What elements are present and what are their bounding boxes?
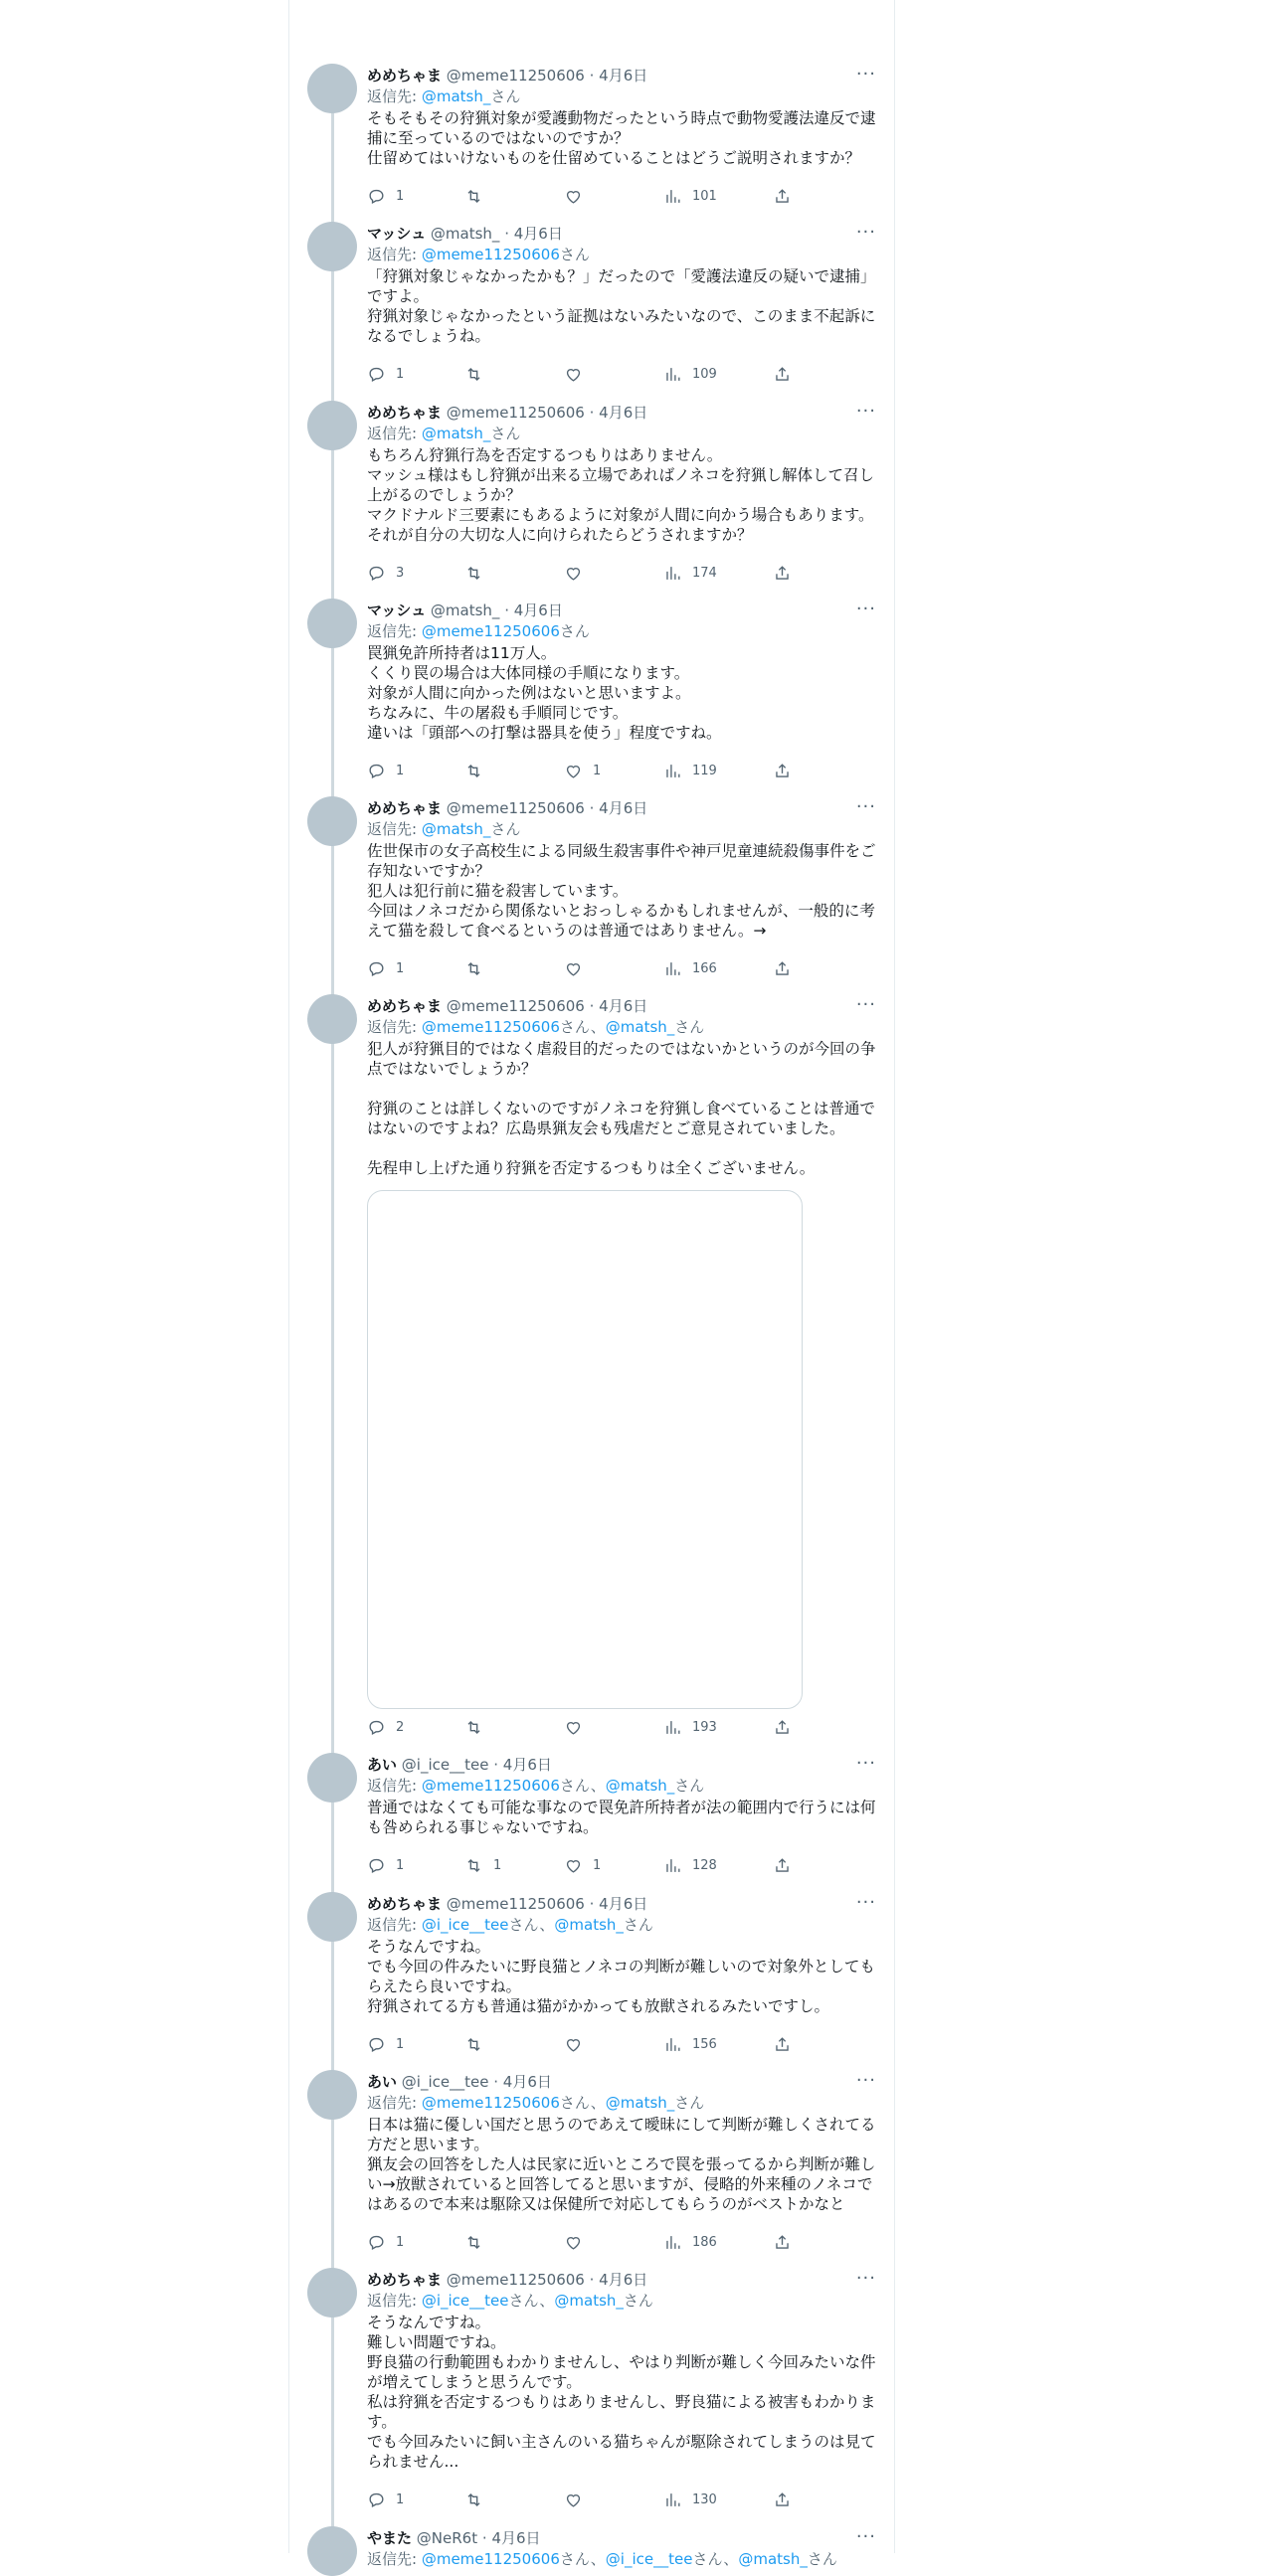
- share-button[interactable]: [773, 2035, 792, 2054]
- retweet-icon: [464, 187, 483, 206]
- tweet-actions: [367, 2490, 864, 2510]
- share-icon: [773, 1856, 792, 1875]
- timestamp[interactable]: 4月6日: [599, 1895, 648, 1913]
- timestamp[interactable]: 4月6日: [513, 225, 563, 243]
- reply-button[interactable]: [367, 959, 404, 978]
- handle[interactable]: @i_ice__tee: [401, 2073, 489, 2091]
- share-button[interactable]: [773, 2233, 792, 2252]
- reply-button-count: 1: [396, 189, 405, 204]
- like-button[interactable]: [564, 365, 593, 384]
- display-name[interactable]: めめちゃま: [367, 67, 443, 85]
- share-icon: [773, 959, 792, 978]
- timestamp[interactable]: 4月6日: [491, 2529, 541, 2547]
- display-name[interactable]: マッシュ: [367, 601, 427, 619]
- more-options-icon[interactable]: ···: [855, 1753, 876, 1774]
- views-chart-icon: [663, 2035, 682, 2054]
- retweet-icon: [464, 2490, 483, 2509]
- share-icon: [773, 365, 792, 384]
- more-options-icon[interactable]: ···: [855, 64, 876, 85]
- tweet-actions: [367, 1856, 864, 1876]
- tweet-actions: [367, 2233, 864, 2253]
- more-options-icon[interactable]: ···: [855, 2070, 876, 2091]
- display-name[interactable]: あい: [367, 1756, 398, 1774]
- handle[interactable]: @i_ice__tee: [401, 1756, 489, 1774]
- share-icon: [773, 762, 792, 780]
- more-options-icon[interactable]: ···: [855, 1892, 876, 1913]
- reply-context: 返信先: @meme11250606さん、@matsh_さん: [367, 2094, 705, 2112]
- views-button[interactable]: [663, 2035, 717, 2054]
- reply-to-link[interactable]: @meme11250606: [421, 246, 560, 263]
- more-options-icon[interactable]: ···: [855, 599, 876, 619]
- heart-icon: [564, 2233, 583, 2252]
- more-options-icon[interactable]: ···: [855, 2526, 876, 2547]
- views-button[interactable]: [663, 564, 717, 583]
- like-button[interactable]: [564, 2035, 593, 2054]
- retweet-button[interactable]: [464, 564, 493, 583]
- reply-button-count: 1: [396, 2037, 405, 2052]
- avatar[interactable]: [307, 1753, 357, 1803]
- more-options-icon[interactable]: ···: [855, 401, 876, 422]
- retweet-icon: [464, 762, 483, 780]
- views-button-count: 128: [692, 1858, 717, 1873]
- heart-icon: [564, 365, 583, 384]
- share-button[interactable]: [773, 1718, 792, 1737]
- like-button[interactable]: [564, 762, 601, 780]
- reply-button-count: 3: [396, 566, 405, 581]
- views-button-count: 166: [692, 961, 717, 976]
- handle[interactable]: @matsh_: [430, 225, 500, 243]
- reply-to-link[interactable]: @meme11250606: [421, 2094, 560, 2112]
- views-button[interactable]: [663, 762, 717, 780]
- reply-icon: [367, 187, 386, 206]
- heart-icon: [564, 762, 583, 780]
- retweet-button[interactable]: [464, 187, 493, 206]
- avatar[interactable]: [307, 222, 357, 271]
- tweet-text: 罠猟免許所持者は11万人。 くくり罠の場合は大体同様の手順になります。 対象が人間に向かった例はないと思いますよ。 ちなみに、牛の屠殺も手順同じです。 違いは「頭部への打撃は器具を使う」程度ですね。: [367, 644, 722, 742]
- views-button-count: 174: [692, 566, 717, 581]
- reply-button-count: 1: [396, 1858, 405, 1873]
- timestamp[interactable]: 4月6日: [502, 2073, 552, 2091]
- views-button-count: 156: [692, 2037, 717, 2052]
- display-name[interactable]: やまた: [367, 2529, 413, 2547]
- thread-line: [331, 109, 334, 2565]
- share-icon: [773, 2035, 792, 2054]
- views-chart-icon: [663, 1856, 682, 1875]
- heart-icon: [564, 1856, 583, 1875]
- views-chart-icon: [663, 564, 682, 583]
- timestamp[interactable]: 4月6日: [599, 404, 648, 422]
- reply-button-count: 1: [396, 961, 405, 976]
- display-name[interactable]: マッシュ: [367, 225, 427, 243]
- views-button-count: 101: [692, 189, 717, 204]
- display-name[interactable]: めめちゃま: [367, 2271, 443, 2289]
- retweet-button-count: 1: [493, 1858, 502, 1873]
- reply-to-link[interactable]: @i_ice__tee: [605, 2550, 693, 2568]
- like-button[interactable]: [564, 187, 593, 206]
- reply-to-link[interactable]: @i_ice__tee: [421, 2292, 509, 2310]
- heart-icon: [564, 1718, 583, 1737]
- reply-icon: [367, 365, 386, 384]
- share-icon: [773, 2233, 792, 2252]
- reply-to-link[interactable]: @matsh_: [421, 820, 491, 838]
- like-button-count: 1: [593, 1858, 602, 1873]
- tweet-text: 「狩猟対象じゃなかったかも？」だったので「愛護法違反の疑いで逮捕」 ですよ。 狩猟対象じゃなかったという証拠はないみたいなので、このまま不起訴に なるでしょうね。: [367, 267, 876, 345]
- more-options-icon[interactable]: ···: [855, 796, 876, 817]
- reply-to-link[interactable]: @matsh_: [554, 2292, 624, 2310]
- like-button[interactable]: [564, 2233, 593, 2252]
- share-button[interactable]: [773, 1856, 792, 1875]
- handle[interactable]: @meme11250606: [446, 2271, 585, 2289]
- reply-icon: [367, 2233, 386, 2252]
- avatar[interactable]: [307, 796, 357, 846]
- reply-button[interactable]: [367, 2035, 404, 2054]
- avatar[interactable]: [307, 401, 357, 450]
- reply-button[interactable]: [367, 1718, 404, 1737]
- share-button[interactable]: [773, 2490, 792, 2509]
- reply-button[interactable]: [367, 1856, 404, 1875]
- share-button[interactable]: [773, 187, 792, 206]
- like-button[interactable]: [564, 959, 593, 978]
- reply-to-link[interactable]: @matsh_: [605, 1777, 675, 1795]
- retweet-icon: [464, 1718, 483, 1737]
- retweet-button[interactable]: [464, 365, 493, 384]
- retweet-icon: [464, 2035, 483, 2054]
- reply-context: 返信先: @matsh_さん: [367, 820, 521, 838]
- views-button-count: 193: [692, 1720, 717, 1735]
- reply-to-link[interactable]: @matsh_: [421, 425, 491, 442]
- reply-icon: [367, 1856, 386, 1875]
- views-chart-icon: [663, 762, 682, 780]
- tweet-actions: [367, 959, 864, 979]
- handle[interactable]: @meme11250606: [446, 997, 585, 1015]
- reply-button[interactable]: [367, 564, 404, 583]
- retweet-button[interactable]: [464, 1856, 501, 1875]
- reply-to-link[interactable]: @meme11250606: [421, 622, 560, 640]
- reply-button-count: 1: [396, 2492, 405, 2507]
- reply-to-link[interactable]: @matsh_: [421, 87, 491, 105]
- reply-button[interactable]: [367, 2490, 404, 2509]
- retweet-icon: [464, 365, 483, 384]
- like-button[interactable]: [564, 1856, 601, 1875]
- reply-icon: [367, 1718, 386, 1737]
- heart-icon: [564, 564, 583, 583]
- share-button[interactable]: [773, 564, 792, 583]
- reply-button[interactable]: [367, 2233, 404, 2252]
- avatar[interactable]: [307, 2526, 357, 2576]
- views-chart-icon: [663, 2490, 682, 2509]
- retweet-button[interactable]: [464, 1718, 493, 1737]
- heart-icon: [564, 959, 583, 978]
- share-button[interactable]: [773, 959, 792, 978]
- reply-icon: [367, 762, 386, 780]
- share-icon: [773, 187, 792, 206]
- reply-context: 返信先: @matsh_さん: [367, 425, 521, 442]
- reply-icon: [367, 959, 386, 978]
- reply-button[interactable]: [367, 762, 404, 780]
- retweet-icon: [464, 564, 483, 583]
- reply-button-count: 1: [396, 367, 405, 382]
- more-options-icon[interactable]: ···: [855, 994, 876, 1015]
- tweet-text: 犯人が狩猟目的ではなく虐殺目的だったのではないかというのが今回の争 点ではないでしょうか？ 狩猟のことは詳しくないのですがノネコを狩猟し食べていることは普通で はないのですよね？広島県猟友会も残虐だとご意見されていました。 先程申し上げた通り狩猟を否定するつもりは全くございません。: [367, 1040, 876, 1177]
- display-name[interactable]: めめちゃま: [367, 1895, 443, 1913]
- heart-icon: [564, 2490, 583, 2509]
- timestamp[interactable]: 4月6日: [502, 1756, 552, 1774]
- views-button-count: 119: [692, 764, 717, 778]
- views-button[interactable]: [663, 1856, 717, 1875]
- handle[interactable]: @meme11250606: [446, 1895, 585, 1913]
- views-button-count: 186: [692, 2235, 717, 2250]
- retweet-button[interactable]: [464, 762, 493, 780]
- views-button[interactable]: [663, 1718, 717, 1737]
- reply-button-count: 1: [396, 764, 405, 778]
- tweet-actions: [367, 1718, 864, 1738]
- handle[interactable]: @matsh_: [430, 601, 500, 619]
- heart-icon: [564, 187, 583, 206]
- share-icon: [773, 1718, 792, 1737]
- like-button-count: 1: [593, 764, 602, 778]
- tweet-actions: [367, 762, 864, 781]
- views-button-count: 109: [692, 367, 717, 382]
- reply-icon: [367, 2035, 386, 2054]
- reply-icon: [367, 2490, 386, 2509]
- views-button[interactable]: [663, 2490, 717, 2509]
- reply-context: 返信先: @i_ice__teeさん、@matsh_さん: [367, 1916, 653, 1934]
- views-button[interactable]: [663, 2233, 717, 2252]
- tweet-text: そうなんですね。 でも今回の件みたいに野良猫とノネコの判断が難しいので対象外としても らえたら良いですね。 狩猟されてる方も普通は猫がかかっても放獣されるみたいですし。: [367, 1938, 875, 2015]
- like-button[interactable]: [564, 564, 593, 583]
- tweet-text: もちろん狩猟行為を否定するつもりはありません。 マッシュ様はもし狩猟が出来る立場であればノネコを狩猟し解体して召し 上がるのでしょうか？ マクドナルド三要素にもあるように対象が人間に向かう場合もあります。 それが自分の大切な人に向けられたらどうされますか？: [367, 446, 874, 544]
- media-card[interactable]: [367, 1190, 803, 1709]
- views-chart-icon: [663, 959, 682, 978]
- share-icon: [773, 2490, 792, 2509]
- tweet-actions: [367, 2035, 864, 2055]
- handle[interactable]: @meme11250606: [446, 799, 585, 817]
- share-button[interactable]: [773, 365, 792, 384]
- timestamp[interactable]: 4月6日: [599, 997, 648, 1015]
- reply-context: 返信先: @meme11250606さん: [367, 246, 590, 263]
- avatar[interactable]: [307, 2268, 357, 2318]
- tweet-text: 普通ではなくても可能な事なので罠免許所持者が法の範囲内で行うには何 も咎められる事じゃないですね。: [367, 1799, 876, 1836]
- retweet-icon: [464, 1856, 483, 1875]
- reply-context: 返信先: @i_ice__teeさん、@matsh_さん: [367, 2292, 653, 2310]
- reply-context: 返信先: @meme11250606さん: [367, 622, 590, 640]
- tweet-text: そもそもその狩猟対象が愛護動物だったという時点で動物愛護法違反で逮 捕に至っているのではないのですか？ 仕留めてはいけないものを仕留めていることはどうご説明されますか？: [367, 109, 876, 167]
- display-name[interactable]: めめちゃま: [367, 404, 443, 422]
- display-name[interactable]: めめちゃま: [367, 997, 443, 1015]
- handle[interactable]: @meme11250606: [446, 67, 585, 85]
- handle[interactable]: @NeR6t: [416, 2529, 478, 2547]
- reply-button[interactable]: [367, 365, 404, 384]
- tweet-actions: [367, 187, 864, 207]
- reply-button-count: 1: [396, 2235, 405, 2250]
- reply-context: 返信先: @matsh_さん: [367, 87, 521, 105]
- timeline-column: めめちゃま @meme11250606 · 4月6日 ··· 返信先: @matsh_さん そもそもその狩猟対象が愛護動物だったという時点で動物愛護法違反で逮 捕に至っているのではないのですか？ 仕留めてはいけないものを仕留めていることはどうご説明されますか？ 1 101 マッシュ @matsh_ · 4月6日 ··· 返信先: @meme11250606さん 「狩猟対象じゃなかったかも？」だったので「愛護法違反の疑いで逮捕」 ですよ。 狩猟対象じゃなかったという証拠はないみたいなので、このまま不起訴に なるでしょうね。 1 109 めめちゃま @meme11250606 · 4月6日 ··· 返信先: @matsh_さん もちろん狩猟行為を否定するつもりはありません。 マッシュ様はもし狩猟が出来る立場であればノネコを狩猟し解体して召し 上がるのでしょうか？ マクドナルド三要素にもあるように対象が人間に向かう場合もあります。 それが自分の大切な人に向けられたらどうされますか？ 3 174 マッシュ @matsh_ · 4月6日 ··· 返信先: @meme11250606さん 罠猟免許所持者は11万人。 くくり罠の場合は大体同様の手順になります。 対象が人間に向かった例はないと思いますよ。 ちなみに、牛の屠殺も手順同じです。 違いは「頭部への打撃は器具を使う」程度ですね。 1 1 119 めめちゃま @meme11250606 · 4月6日 ··· 返信先: @matsh_さん 佐世保市の女子高校生による同級生殺害事件や神戸児童連続殺傷事件をご 存知ないですか？ 犯人は犯行前に猫を殺害しています。 今回はノネコだから関係ないとおっしゃるかもしれませんが、一般的に考 えて猫を殺して食べるというのは普通ではありません。→ 1 166 めめちゃま @meme11250606 · 4月6日 ··· 返信先: @meme11250606さん、@matsh_さん 犯人が狩猟目的ではなく虐殺目的だったのではないかというのが今回の争 点ではないでしょうか？ 狩猟のことは詳しくないのですがノネコを狩猟し食べていることは普通で はないのですよね？広島県猟友会も残虐だとご意見されていました。 先程申し上げた通り狩猟を否定するつもりは全くございません。 2 193 あい @i_ice__tee · 4月6日 ··· 返信先: @meme11250606さん、@matsh_さん 普通ではなくても可能な事なので罠免許所持者が法の範囲内で行うには何 も咎められる事じゃないですね。 1 1 1 128 めめちゃま @meme11250606 · 4月6日 ··· 返信先: @i_ice__teeさん、@matsh_さん そうなんですね。 でも今回の件みたいに野良猫とノネコの判断が難しいので対象外としても らえたら良いですね。 狩猟されてる方も普通は猫がかかっても放獣されるみたいですし。 1 156 あい @i_ice__tee · 4月6日 ··· 返信先: @meme11250606さん、@matsh_さん 日本は猫に優しい国だと思うのであえて曖昧にして判断が難しくされてる 方だと思います。 猟友会の回答をした人は民家に近いところで罠を張ってるから判断が難し い→放獣されていると回答してると思いますが、侵略的外来種のノネコで はあるので本来は駆除又は保健所で対応してもらうのがベストかなと 1 186 めめちゃま @meme11250606 · 4月6日 ··· 返信先: @i_ice__teeさん、@matsh_さん そうなんですね。 難しい問題ですね。 野良猫の行動範囲もわかりませんし、やはり判断が難しく今回みたいな件 が増えてしまうと思うんです。 私は狩猟を否定するつもりはありませんし、野良猫による被害もわかりま す。 でも今回みたいに飼い主さんのいる猫ちゃんが駆除されてしまうのは見て られません... 1 130 やまた @NeR6t · 4月6日 ··· 返信先: @meme11250606さん、@i_ice__teeさん、@matsh_さん: [288, 0, 895, 2553]
- timestamp[interactable]: 4月6日: [599, 799, 648, 817]
- views-chart-icon: [663, 365, 682, 384]
- avatar[interactable]: [307, 599, 357, 648]
- more-options-icon[interactable]: ···: [855, 222, 876, 243]
- reply-button-count: 2: [396, 1720, 405, 1735]
- views-button-count: 130: [692, 2492, 717, 2507]
- tweet-text: そうなんですね。 難しい問題ですね。 野良猫の行動範囲もわかりませんし、やはり判断が難しく今回みたいな件 が増えてしまうと思うんです。 私は狩猟を否定するつもりはありませんし、野良猫による被害もわかりま す。 でも今回みたいに飼い主さんのいる猫ちゃんが駆除されてしまうのは見て られません...: [367, 2314, 876, 2471]
- reply-to-link[interactable]: @meme11250606: [421, 1777, 560, 1795]
- timestamp[interactable]: 4月6日: [599, 67, 648, 85]
- display-name[interactable]: あい: [367, 2073, 398, 2091]
- like-button[interactable]: [564, 2490, 593, 2509]
- avatar[interactable]: [307, 2070, 357, 2120]
- reply-context: 返信先: @meme11250606さん、@matsh_さん: [367, 1777, 705, 1795]
- retweet-button[interactable]: [464, 959, 493, 978]
- views-chart-icon: [663, 187, 682, 206]
- more-options-icon[interactable]: ···: [855, 2268, 876, 2289]
- reply-context: 返信先: @meme11250606さん、@i_ice__teeさん、@matsh_さん: [367, 2550, 837, 2568]
- reply-to-link[interactable]: @i_ice__tee: [421, 1916, 509, 1934]
- avatar[interactable]: [307, 64, 357, 113]
- reply-context: 返信先: @meme11250606さん、@matsh_さん: [367, 1018, 705, 1036]
- reply-icon: [367, 564, 386, 583]
- like-button[interactable]: [564, 1718, 593, 1737]
- heart-icon: [564, 2035, 583, 2054]
- retweet-icon: [464, 959, 483, 978]
- reply-to-link[interactable]: @meme11250606: [421, 1018, 560, 1036]
- reply-to-link[interactable]: @matsh_: [605, 2094, 675, 2112]
- reply-button[interactable]: [367, 187, 404, 206]
- share-button[interactable]: [773, 762, 792, 780]
- views-button[interactable]: [663, 365, 717, 384]
- reply-to-link[interactable]: @matsh_: [554, 1916, 624, 1934]
- retweet-button[interactable]: [464, 2490, 493, 2509]
- reply-to-link[interactable]: @meme11250606: [421, 2550, 560, 2568]
- tweet-actions: [367, 365, 864, 385]
- retweet-icon: [464, 2233, 483, 2252]
- reply-to-link[interactable]: @matsh_: [738, 2550, 808, 2568]
- display-name[interactable]: めめちゃま: [367, 799, 443, 817]
- retweet-button[interactable]: [464, 2233, 493, 2252]
- share-icon: [773, 564, 792, 583]
- tweet-text: 日本は猫に優しい国だと思うのであえて曖昧にして判断が難しくされてる 方だと思います。 猟友会の回答をした人は民家に近いところで罠を張ってるから判断が難し い→放獣されていると回答してると思いますが、侵略的外来種のノネコで はあるので本来は駆除又は保健所で対応してもらうのがベストかなと: [367, 2116, 876, 2213]
- tweet-text: 佐世保市の女子高校生による同級生殺害事件や神戸児童連続殺傷事件をご 存知ないですか？ 犯人は犯行前に猫を殺害しています。 今回はノネコだから関係ないとおっしゃるかもしれませんが、一般的に考 えて猫を殺して食べるというのは普通ではありません。→: [367, 842, 876, 940]
- handle[interactable]: @meme11250606: [446, 404, 585, 422]
- timestamp[interactable]: 4月6日: [599, 2271, 648, 2289]
- views-chart-icon: [663, 2233, 682, 2252]
- tweet-actions: [367, 564, 864, 584]
- reply-to-link[interactable]: @matsh_: [605, 1018, 675, 1036]
- views-button[interactable]: [663, 959, 717, 978]
- avatar[interactable]: [307, 1892, 357, 1942]
- views-chart-icon: [663, 1718, 682, 1737]
- views-button[interactable]: [663, 187, 717, 206]
- timestamp[interactable]: 4月6日: [513, 601, 563, 619]
- retweet-button[interactable]: [464, 2035, 493, 2054]
- avatar[interactable]: [307, 994, 357, 1044]
